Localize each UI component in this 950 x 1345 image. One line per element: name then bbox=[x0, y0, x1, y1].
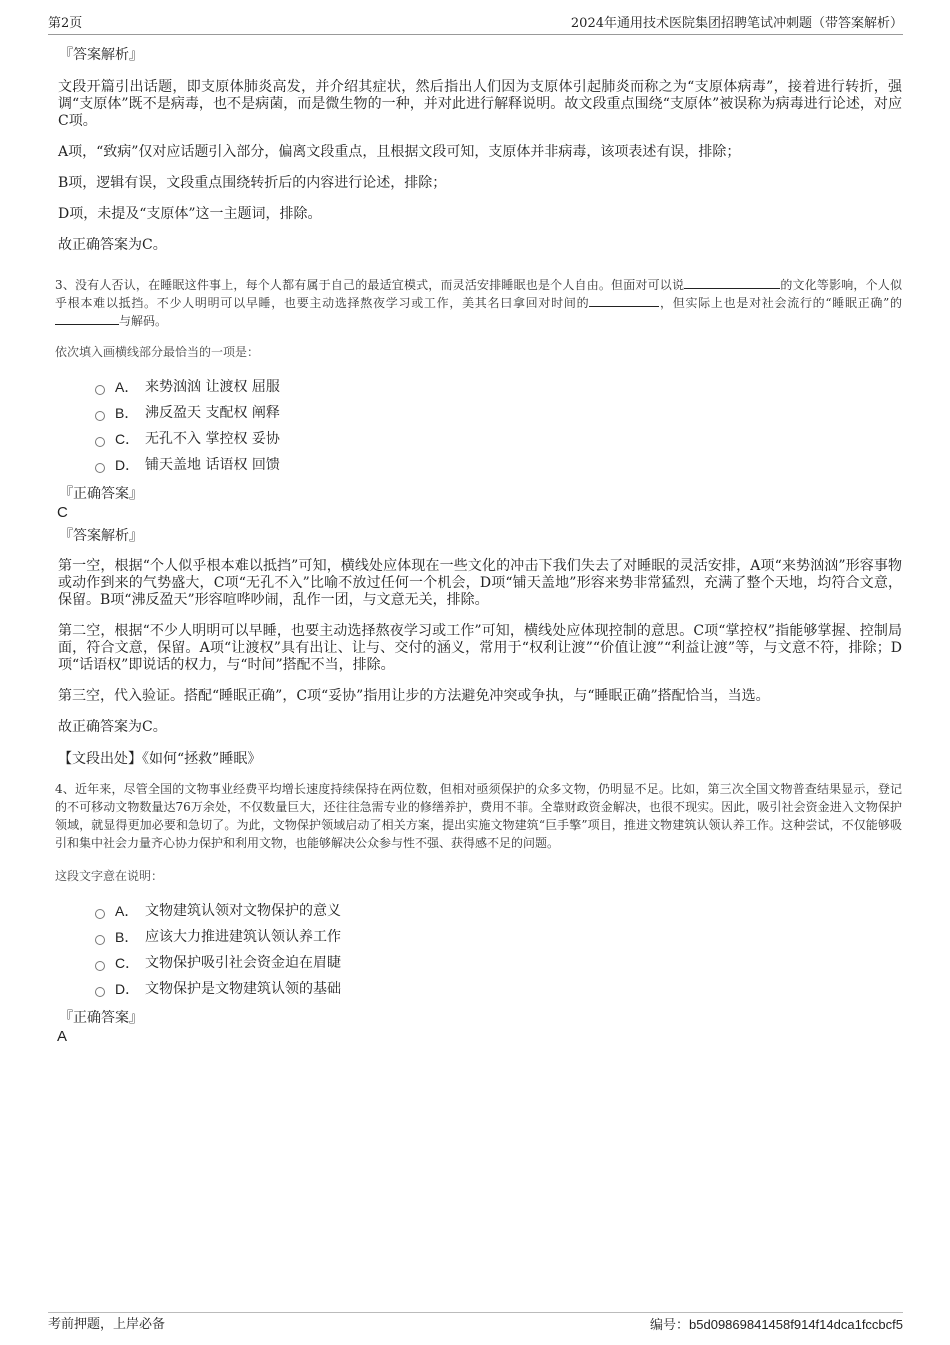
footer-slogan: 考前押题，上岸必备 bbox=[48, 1317, 166, 1332]
option-b[interactable]: B． 沸反盈天 支配权 阐释 bbox=[95, 400, 902, 426]
radio-icon[interactable] bbox=[95, 463, 105, 473]
correct-answer: A bbox=[57, 1028, 68, 1045]
radio-icon[interactable] bbox=[95, 385, 105, 395]
radio-icon[interactable] bbox=[95, 909, 105, 919]
radio-icon[interactable] bbox=[95, 935, 105, 945]
option-c[interactable]: C． 无孔不入 掌控权 妥协 bbox=[95, 426, 902, 452]
fill-blank bbox=[55, 312, 119, 325]
option-d[interactable]: D． 文物保护是文物建筑认领的基础 bbox=[95, 976, 902, 1002]
page-footer bbox=[48, 1312, 903, 1333]
analysis-label: 『答案解析』 bbox=[59, 528, 143, 544]
passage-source: 【文段出处】《如何“拯救”睡眠》 bbox=[58, 751, 262, 767]
option-a[interactable]: A． 文物建筑认领对文物保护的意义 bbox=[95, 898, 902, 924]
analysis-paragraph: 故正确答案为C。 bbox=[58, 237, 167, 253]
option-c[interactable]: C． 文物保护吸引社会资金迫在眉睫 bbox=[95, 950, 902, 976]
question-prompt: 这段文字意在说明： bbox=[55, 869, 164, 883]
analysis-paragraph: 故正确答案为C。 bbox=[58, 719, 167, 735]
analysis-paragraph: B项，逻辑有误，文段重点围绕转折后的内容进行论述，排除； bbox=[58, 175, 447, 191]
option-a[interactable]: A． 来势汹汹 让渡权 屈服 bbox=[95, 374, 902, 400]
question-4-options bbox=[95, 898, 902, 1002]
radio-icon[interactable] bbox=[95, 961, 105, 971]
analysis-label: 『答案解析』 bbox=[59, 47, 143, 63]
question-3-options bbox=[95, 374, 902, 478]
document-code: 编号：b5d09869841458f914f14dca1fccbcf5 bbox=[650, 1317, 903, 1332]
correct-answer: C bbox=[57, 504, 68, 521]
option-b[interactable]: B． 应该大力推进建筑认领认养工作 bbox=[95, 924, 902, 950]
analysis-paragraph: 文段开篇引出话题，即支原体肺炎高发，并介绍其症状，然后指出人们因为支原体引起肺炎而称之为“支原体病毒”，接着进行转折，强调“支原体”既不是病毒，也不是病菌，而是微生物的一种，并对此进行解释说明。故文段重点围绕“支原体”被误称为病毒进行论述，对应C项。 bbox=[58, 79, 902, 129]
radio-icon[interactable] bbox=[95, 411, 105, 421]
analysis-paragraph: D项，未提及“支原体”这一主题词，排除。 bbox=[58, 206, 322, 222]
question-3-text: 3、没有人否认，在睡眠这件事上，每个人都有属于自己的最适宜模式，而灵活安排睡眠也是个人自由。但面对可以说 的文化等影响，个人似乎根本难以抵挡。不少人明明可以早睡，也要主动选择熬夜学习或工作，美其名曰拿回对时间的 ，但实际上也是对社会流行的“睡眠正确”的与解码。 bbox=[55, 278, 902, 328]
page-content bbox=[55, 45, 902, 1046]
fill-blank bbox=[684, 276, 780, 289]
document-title: 2024年通用技术医院集团招聘笔试冲刺题（带答案解析） bbox=[570, 16, 903, 31]
correct-answer-label: 『正确答案』 bbox=[59, 1010, 143, 1026]
page-number: 第2页 bbox=[48, 16, 83, 31]
analysis-paragraph: 第二空，根据“不少人明明可以早睡，也要主动选择熬夜学习或工作”可知，横线处应体现控制的意思。C项“掌控权”指能够掌握、控制局面，符合文意，保留。A项“让渡权”具有出让、让与、交付的涵义，常用于“权利让渡”“价值让渡”“利益让渡”等，与文意不符，排除；D项“话语权”即说话的权力，与“时间”搭配不当，排除。 bbox=[58, 623, 902, 673]
question-4-text: 4、近年来，尽管全国的文物事业经费平均增长速度持续保持在两位数，但相对亟须保护的众多文物，仍明显不足。比如，第三次全国文物普查结果显示，登记的不可移动文物数量达76万余处，不仅数量巨大，还往往急需专业的修缮养护，费用不菲。全靠财政资金解决，也很不现实。因此，吸引社会资金进入文物保护领域，就显得更加必要和急切了。为此，文物保护领域启动了相关方案，提出实施文物建筑“巨手擎”项目，推进文物建筑认领认养工作。这种尝试，不仅能够吸引和集中社会力量齐心协力保护和利用文物，也能够解决公众参与性不强、获得感不足的问题。 bbox=[55, 782, 902, 850]
radio-icon[interactable] bbox=[95, 987, 105, 997]
fill-blank bbox=[589, 294, 659, 307]
radio-icon[interactable] bbox=[95, 437, 105, 447]
analysis-paragraph: 第一空，根据“个人似乎根本难以抵挡”可知，横线处应体现在一些文化的冲击下我们失去了对睡眠的灵活安排，A项“来势汹汹”形容事物或动作到来的气势盛大，C项“无孔不入”比喻不放过任何一个机会，D项“铺天盖地”形容来势非常猛烈，充满了整个天地，均符合文意，保留。B项“沸反盈天”形容喧哗吵闹，乱作一团，与文意无关，排除。 bbox=[58, 558, 902, 608]
correct-answer-label: 『正确答案』 bbox=[59, 486, 143, 502]
page-header bbox=[48, 14, 903, 35]
analysis-paragraph: 第三空，代入验证。搭配“睡眠正确”，C项“妥协”指用让步的方法避免冲突或争执，与“睡眠正确”搭配恰当，当选。 bbox=[58, 688, 770, 704]
question-prompt: 依次填入画横线部分最恰当的一项是： bbox=[55, 345, 260, 359]
option-d[interactable]: D． 铺天盖地 话语权 回馈 bbox=[95, 452, 902, 478]
analysis-paragraph: A项，“致病”仅对应话题引入部分，偏离文段重点，且根据文段可知，支原体并非病毒，该项表述有误，排除； bbox=[58, 144, 741, 160]
